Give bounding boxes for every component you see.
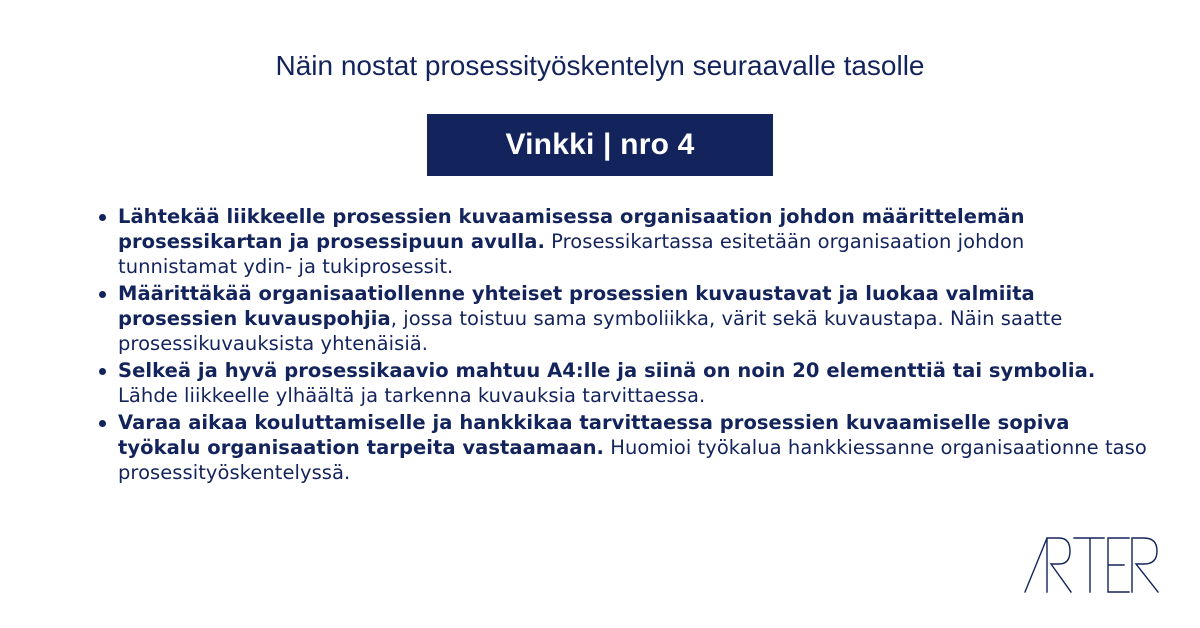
tips-list bbox=[118, 204, 1148, 487]
logo-letter-e bbox=[1108, 538, 1129, 592]
tip-number-label: Vinkki | nro 4 bbox=[505, 128, 695, 161]
tip-highlight: Määrittäkää organisaatiollenne yhteiset prosessien kuvaustavat ja luokaa valmiita prosessien kuvauspohjia bbox=[118, 282, 1035, 330]
bullet-icon bbox=[99, 420, 106, 427]
tip-highlight: Varaa aikaa kouluttamiselle ja hankkikaa tarvittaessa prosessien kuvaamiselle sopiva työkalu organisaation tarpeita vastaamaan. bbox=[118, 411, 1070, 459]
page-heading: Näin nostat prosessityöskentelyn seuraavalle tasolle bbox=[275, 50, 925, 81]
list-item bbox=[118, 281, 1148, 356]
bullet-icon bbox=[99, 368, 106, 375]
list-item bbox=[118, 204, 1148, 279]
tip-body: Prosessikartassa esitetään organisaation johdon tunnistamat ydin- ja tukiprosessit. bbox=[118, 230, 1025, 278]
tip-body: Huomioi työkalua hankkiessanne organisaationne taso prosessityöskentelyssä. bbox=[118, 436, 1147, 484]
bullet-icon bbox=[99, 214, 106, 221]
tip-highlight: Lähtekää liikkeelle prosessien kuvaamisessa organisaation johdon määrittelemän prosessikartan ja prosessipuun avulla. bbox=[118, 205, 1025, 253]
tip-body: , jossa toistuu sama symboliikka, värit sekä kuvaustapa. Näin saatte prosessikuvauksista yhtenäisiä. bbox=[118, 307, 1063, 355]
logo-letter-a bbox=[1025, 538, 1047, 592]
list-item bbox=[118, 358, 1148, 408]
logo-letter-r bbox=[1047, 538, 1071, 592]
tip-highlight: Selkeä ja hyvä prosessikaavio mahtuu A4:lle ja siinä on noin 20 elementtiä tai symbolia. bbox=[118, 359, 1096, 382]
arter-logo bbox=[1024, 537, 1160, 593]
tip-body: Lähde liikkeelle ylhäältä ja tarkenna kuvauksia tarvittaessa. bbox=[118, 384, 706, 407]
bullet-icon bbox=[99, 291, 106, 298]
list-item bbox=[118, 410, 1148, 485]
logo-letter-t bbox=[1074, 538, 1104, 592]
logo-letter-r2 bbox=[1132, 538, 1158, 592]
tip-number-banner bbox=[427, 114, 773, 176]
